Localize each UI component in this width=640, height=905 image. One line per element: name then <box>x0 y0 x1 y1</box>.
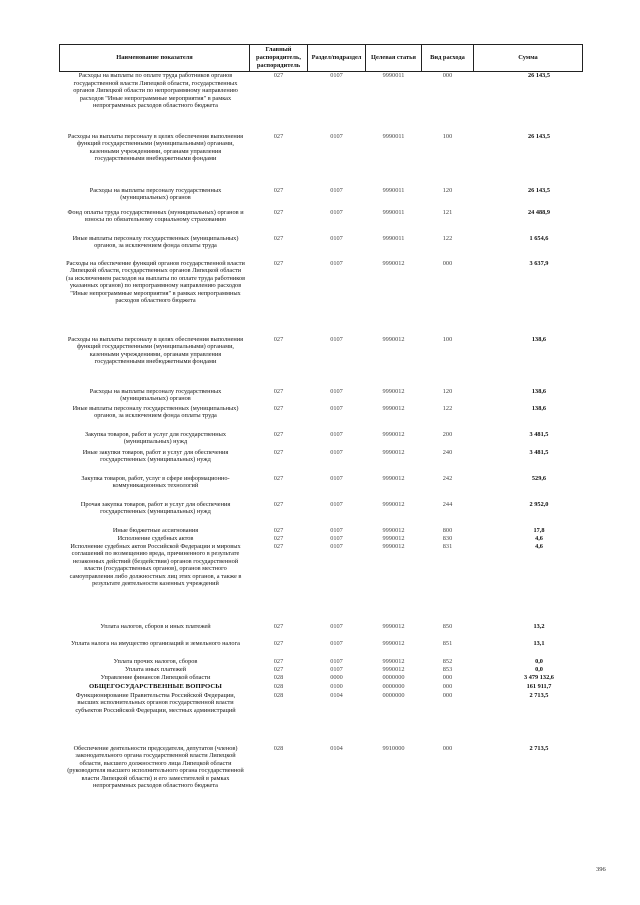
row-admin: 027 <box>273 234 284 242</box>
row-sum: 138,6 <box>531 335 547 343</box>
row-section: 0107 <box>330 186 343 194</box>
row-target: 9990012 <box>382 474 405 482</box>
row-expense: 851 <box>442 639 453 647</box>
row-name: Уплата иных платежей <box>124 665 187 673</box>
row-admin: 027 <box>273 526 284 534</box>
row-expense: 100 <box>442 335 453 343</box>
row-admin: 028 <box>273 744 284 752</box>
header-sum: Сумма <box>474 45 583 72</box>
header-expense: Вид расхода <box>422 45 474 72</box>
table-row <box>60 475 583 501</box>
table-row <box>60 405 583 431</box>
row-section: 0107 <box>330 132 343 140</box>
row-section: 0107 <box>330 448 343 456</box>
row-section: 0107 <box>330 542 343 550</box>
header-name: Наименование показателя <box>60 45 250 72</box>
row-sum: 24 488,9 <box>527 208 551 216</box>
row-admin: 028 <box>273 682 284 690</box>
row-section: 0107 <box>330 208 343 216</box>
row-name: Уплата налога на имущество организаций и земельного налога <box>71 639 240 647</box>
row-admin: 027 <box>273 132 284 140</box>
table-row <box>60 658 583 666</box>
table-row <box>60 72 583 133</box>
row-expense: 240 <box>442 448 453 456</box>
row-admin: 027 <box>273 542 284 550</box>
row-name: Закупка товаров, работ, услуг в сфере информационно-коммуникационных технологий <box>81 474 230 490</box>
row-target: 9990011 <box>382 208 405 216</box>
budget-document-sheet <box>59 44 582 807</box>
table-row <box>60 209 583 235</box>
row-name: Фонд оплаты труда государственных (муниципальных) органов и взносы по обязательному социальному страхованию <box>67 208 244 224</box>
row-sum: 26 143,5 <box>527 132 551 140</box>
table-row <box>60 745 583 807</box>
row-expense: 100 <box>442 132 453 140</box>
row-name: Закупка товаров, работ и услуг для государственных (муниципальных) нужд <box>84 430 227 446</box>
row-name: Обеспечение деятельности председателя, депутатов (членов) законодательного органа государственной власти Липецкой области, высшего должностного лица Липецкой области (руководителя высшего исполнительного органа государственной власти Липецкой области) и его заместителей в рамках непрограммных расходов областного бюджета <box>67 744 244 790</box>
row-expense: 120 <box>442 387 453 395</box>
row-sum: 17,8 <box>533 526 545 534</box>
row-admin: 027 <box>273 534 284 542</box>
row-expense: 200 <box>442 430 453 438</box>
row-sum: 161 911,7 <box>526 682 552 690</box>
page-number: 396 <box>596 866 606 873</box>
row-admin: 027 <box>273 622 284 630</box>
row-target: 9990012 <box>382 404 405 412</box>
row-target: 9990012 <box>382 259 405 267</box>
row-name: Расходы на обеспечение функций органов государственной власти Липецкой области, государственных органов Липецкой области (за исключением расходов на выплаты по оплате труда работников указанных органов) по непрограммному направлению расходов "Иные непрограммные мероприятия" в рамках непрограммных расходов областного бюджета <box>65 259 246 305</box>
row-target: 9990012 <box>382 534 405 542</box>
row-target: 9990012 <box>382 665 405 673</box>
row-sum: 26 143,5 <box>527 72 551 79</box>
row-name: Иные бюджетные ассигнования <box>112 526 199 534</box>
row-section: 0000 <box>330 673 343 681</box>
row-name: Расходы на выплаты персоналу государственных (муниципальных) органов <box>89 186 222 202</box>
table-row <box>60 431 583 449</box>
row-sum: 3 481,5 <box>529 448 549 456</box>
row-section: 0107 <box>330 622 343 630</box>
row-section: 0107 <box>330 665 343 673</box>
row-target: 9990011 <box>382 132 405 140</box>
row-admin: 027 <box>273 186 284 194</box>
row-name: Иные выплаты персоналу государственных (муниципальных) органов, за исключением фонда оплаты труда <box>72 234 239 250</box>
row-expense: 122 <box>442 404 453 412</box>
row-sum: 4,6 <box>535 542 543 550</box>
table-row <box>60 683 583 692</box>
table-row <box>60 133 583 187</box>
row-name: Расходы на выплаты персоналу в целях обеспечения выполнения функций государственными (муниципальными) органами, казенными учреждениями, органами управления государственными внебюджетными фондами <box>67 335 244 366</box>
table-row <box>60 692 583 745</box>
table-row <box>60 336 583 388</box>
row-sum: 2 952,0 <box>529 500 549 508</box>
row-target: 9990012 <box>382 448 405 456</box>
row-section: 0107 <box>330 500 343 508</box>
row-sum: 0,0 <box>535 665 543 673</box>
row-expense: 000 <box>442 682 453 690</box>
row-expense: 121 <box>442 208 453 216</box>
row-name: Расходы на выплаты персоналу в целях обеспечения выполнения функций государственными (муниципальными) органами, казенными учреждениями, органами управления государственными внебюджетными фондами <box>67 132 244 163</box>
row-admin: 028 <box>273 673 284 681</box>
row-section: 0107 <box>330 404 343 412</box>
row-sum: 138,6 <box>531 404 547 412</box>
row-sum: 3 637,9 <box>529 259 549 267</box>
table-row <box>60 501 583 527</box>
row-expense: 000 <box>442 691 453 699</box>
row-expense: 000 <box>442 72 453 79</box>
row-expense: 850 <box>442 622 453 630</box>
row-sum: 2 713,5 <box>529 691 549 699</box>
row-expense: 122 <box>442 234 453 242</box>
row-target: 9990012 <box>382 430 405 438</box>
row-target: 9990012 <box>382 622 405 630</box>
row-expense: 244 <box>442 500 453 508</box>
row-expense: 000 <box>442 744 453 752</box>
row-admin: 027 <box>273 430 284 438</box>
row-name: Иные закупки товаров, работ и услуг для обеспечения государственных (муниципальных) нужд <box>82 448 229 464</box>
row-name: Управление финансов Липецкой области <box>100 673 211 681</box>
row-name: Прочая закупка товаров, работ и услуг для обеспечения государственных (муниципальных) нужд <box>80 500 231 516</box>
table-row <box>60 187 583 209</box>
row-admin: 028 <box>273 691 284 699</box>
row-target: 0000000 <box>382 691 405 699</box>
row-expense: 830 <box>442 534 453 542</box>
row-expense: 852 <box>442 657 453 665</box>
row-sum: 4,6 <box>535 534 543 542</box>
table-body <box>60 72 583 807</box>
row-name: Функционирование Правительства Российской Федерации, высших исполнительных органов государственной власти субъектов Российской Федерации, местных администраций <box>75 691 236 714</box>
row-admin: 027 <box>273 639 284 647</box>
row-section: 0107 <box>330 259 343 267</box>
row-section: 0107 <box>330 474 343 482</box>
row-name: Исполнение судебных актов Российской Федерации и мировых соглашений по возмещению вреда, причиненного в результате незаконных действий (бездействия) органов государственной власти (государственных органов), органов местного самоуправления либо должностных лиц этих органов, а также в результате деятельности казенных учреждений <box>69 542 242 588</box>
row-section: 0107 <box>330 234 343 242</box>
row-section: 0104 <box>330 691 343 699</box>
table-row <box>60 260 583 336</box>
row-sum: 13,2 <box>533 622 545 630</box>
row-admin: 027 <box>273 665 284 673</box>
row-admin: 027 <box>273 404 284 412</box>
row-admin: 027 <box>273 387 284 395</box>
row-admin: 027 <box>273 657 284 665</box>
row-name: Уплата налогов, сборов и иных платежей <box>100 622 211 630</box>
row-admin: 027 <box>273 500 284 508</box>
row-expense: 120 <box>442 186 453 194</box>
row-section: 0107 <box>330 534 343 542</box>
row-sum: 2 713,5 <box>529 744 549 752</box>
table-row <box>60 640 583 658</box>
budget-table <box>59 44 583 807</box>
row-admin: 027 <box>273 72 284 79</box>
header-section: Раздел/подраздел <box>308 45 366 72</box>
table-row <box>60 388 583 405</box>
row-section: 0107 <box>330 430 343 438</box>
row-target: 9990011 <box>382 234 405 242</box>
row-sum: 529,6 <box>531 474 547 482</box>
row-target: 9990011 <box>382 72 405 79</box>
row-name: Иные выплаты персоналу государственных (муниципальных) органов, за исключением фонда оплаты труда <box>72 404 239 420</box>
row-sum: 3 481,5 <box>529 430 549 438</box>
header-admin: Главный распорядитель, распорядитель <box>250 45 308 72</box>
table-row <box>60 535 583 543</box>
row-expense: 800 <box>442 526 453 534</box>
row-admin: 027 <box>273 208 284 216</box>
row-admin: 027 <box>273 474 284 482</box>
header-target: Целевая статья <box>366 45 422 72</box>
table-row <box>60 623 583 640</box>
row-section: 0104 <box>330 744 343 752</box>
row-target: 9990012 <box>382 542 405 550</box>
row-expense: 242 <box>442 474 453 482</box>
row-section: 0107 <box>330 639 343 647</box>
row-admin: 027 <box>273 335 284 343</box>
row-section: 0100 <box>330 682 343 690</box>
row-expense: 000 <box>442 259 453 267</box>
table-row <box>60 666 583 674</box>
row-section: 0107 <box>330 657 343 665</box>
table-row <box>60 527 583 535</box>
row-section: 0107 <box>330 335 343 343</box>
row-target: 9990012 <box>382 500 405 508</box>
row-admin: 027 <box>273 259 284 267</box>
row-name: Расходы на выплаты по оплате труда работников органов государственной власти Липецкой области, государственных органов Липецкой области по непрограммному направлению расходов "Иные непрограммные мероприятия" в рамках непрограммных расходов областного бюджета <box>73 72 238 110</box>
table-row <box>60 235 583 260</box>
row-target: 0000000 <box>382 682 405 690</box>
row-section: 0107 <box>330 387 343 395</box>
row-expense: 853 <box>442 665 453 673</box>
row-target: 0000000 <box>382 673 405 681</box>
row-sum: 13,1 <box>533 639 545 647</box>
table-header <box>60 45 583 72</box>
row-expense: 000 <box>442 673 453 681</box>
row-target: 9990011 <box>382 186 405 194</box>
row-sum: 0,0 <box>535 657 543 665</box>
table-row <box>60 449 583 475</box>
row-sum: 138,6 <box>531 387 547 395</box>
row-target: 9990012 <box>382 387 405 395</box>
row-target: 9990012 <box>382 657 405 665</box>
row-target: 9910000 <box>382 744 405 752</box>
row-target: 9990012 <box>382 526 405 534</box>
row-sum: 3 479 132,6 <box>524 673 554 681</box>
row-admin: 027 <box>273 448 284 456</box>
row-expense: 831 <box>442 542 453 550</box>
row-name: Уплата прочих налогов, сборов <box>113 657 198 665</box>
row-target: 9990012 <box>382 335 405 343</box>
table-row <box>60 674 583 683</box>
row-section: 0107 <box>330 72 343 79</box>
row-sum: 26 143,5 <box>527 186 551 194</box>
row-sum: 1 654,6 <box>529 234 549 242</box>
row-target: 9990012 <box>382 639 405 647</box>
table-row <box>60 543 583 623</box>
row-name: ОБЩЕГОСУДАРСТВЕННЫЕ ВОПРОСЫ <box>89 682 222 690</box>
row-section: 0107 <box>330 526 343 534</box>
row-name: Исполнение судебных актов <box>117 534 194 542</box>
row-name: Расходы на выплаты персоналу государственных (муниципальных) органов <box>89 387 222 403</box>
